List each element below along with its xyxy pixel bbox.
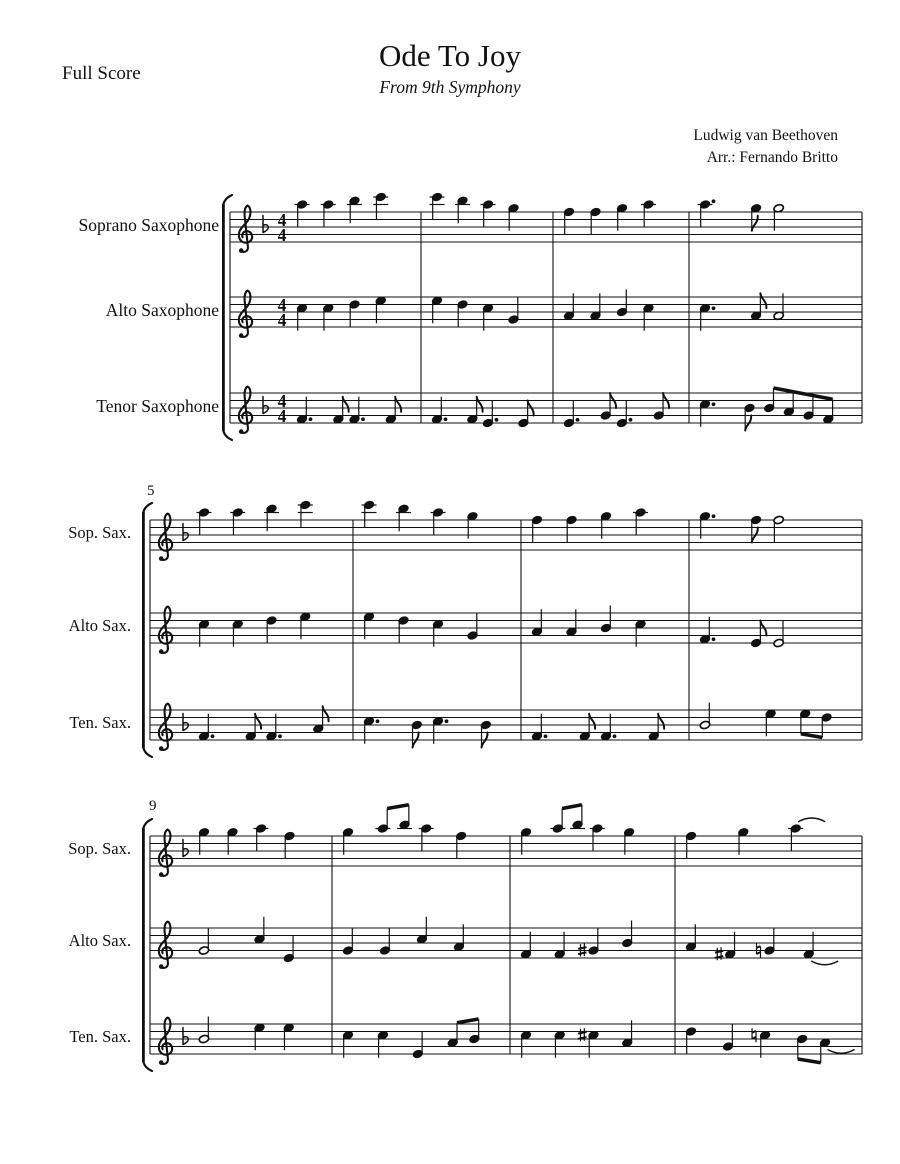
instrument-label-alto-sax: Alto Saxophone bbox=[105, 300, 219, 320]
beam bbox=[562, 805, 582, 809]
augmentation-dot bbox=[278, 734, 282, 738]
augmentation-dot bbox=[712, 514, 716, 518]
augmentation-dot bbox=[629, 418, 633, 422]
instrument-label-ten-sax-abbr: Ten. Sax. bbox=[69, 1027, 131, 1046]
augmentation-dot bbox=[712, 199, 716, 203]
flat-icon bbox=[183, 1028, 188, 1045]
piece-title: Ode To Joy bbox=[379, 38, 521, 73]
eighth-flag bbox=[752, 216, 758, 231]
treble-clef-icon bbox=[159, 746, 164, 751]
eighth-flag bbox=[343, 397, 349, 412]
flat-icon bbox=[263, 397, 268, 414]
system-bracket bbox=[143, 819, 152, 828]
system-bracket bbox=[142, 828, 145, 1062]
treble-clef-icon bbox=[159, 872, 164, 877]
augmentation-dot bbox=[576, 418, 580, 422]
instrument-label-ten-sax-abbr: Ten. Sax. bbox=[69, 713, 131, 732]
treble-clef-icon bbox=[239, 387, 252, 433]
beam bbox=[773, 388, 832, 399]
augmentation-dot bbox=[712, 637, 716, 641]
time-signature: 4 bbox=[277, 210, 287, 230]
time-signature: 4 bbox=[277, 295, 287, 315]
treble-clef-icon bbox=[159, 649, 164, 654]
treble-clef-icon bbox=[159, 704, 172, 750]
system-bracket bbox=[142, 512, 145, 748]
measure-number: 5 bbox=[147, 483, 155, 499]
treble-clef-icon bbox=[239, 333, 244, 338]
treble-clef-icon bbox=[159, 1018, 172, 1064]
instrument-label-sop-sax-abbr: Sop. Sax. bbox=[68, 839, 131, 858]
augmentation-dot bbox=[444, 417, 448, 421]
treble-clef-icon bbox=[159, 830, 172, 876]
sharp-icon bbox=[581, 944, 585, 957]
time-signature: 4 bbox=[277, 310, 287, 330]
augmentation-dot bbox=[376, 719, 380, 723]
treble-clef-icon bbox=[159, 514, 172, 560]
augmentation-dot bbox=[712, 402, 716, 406]
eighth-flag bbox=[477, 397, 483, 412]
flat-icon bbox=[183, 524, 188, 541]
system-bracket bbox=[143, 1062, 152, 1071]
augmentation-dot bbox=[361, 417, 365, 421]
part-label: Full Score bbox=[62, 63, 141, 84]
piece-subtitle: From 9th Symphony bbox=[379, 77, 521, 97]
augmentation-dot bbox=[445, 719, 449, 723]
instrument-label-soprano-sax: Soprano Saxophone bbox=[78, 215, 219, 235]
augmentation-dot bbox=[544, 734, 548, 738]
treble-clef-icon bbox=[159, 964, 164, 969]
eighth-flag bbox=[255, 714, 261, 729]
tie bbox=[799, 818, 825, 822]
treble-clef-icon bbox=[239, 291, 252, 337]
measure-number: 9 bbox=[149, 798, 157, 814]
treble-clef-icon bbox=[159, 556, 164, 561]
eighth-flag bbox=[323, 706, 329, 721]
beam bbox=[387, 805, 409, 809]
time-signature: 4 bbox=[277, 225, 287, 245]
augmentation-dot bbox=[309, 417, 313, 421]
beam bbox=[798, 1059, 821, 1063]
system-bracket bbox=[223, 195, 232, 204]
eighth-flag bbox=[760, 293, 766, 308]
flat-icon bbox=[263, 216, 268, 233]
treble-clef-icon bbox=[159, 607, 172, 653]
instrument-label-alto-sax-abbr: Alto Sax. bbox=[68, 616, 131, 635]
eighth-flag bbox=[658, 714, 664, 729]
augmentation-dot bbox=[495, 418, 499, 422]
sharp-icon bbox=[578, 1032, 586, 1039]
treble-clef-icon bbox=[239, 429, 244, 434]
flat-icon bbox=[183, 840, 188, 857]
tie bbox=[812, 961, 838, 965]
system-bracket bbox=[143, 748, 152, 757]
instrument-label-tenor-sax: Tenor Saxophone bbox=[96, 396, 219, 416]
augmentation-dot bbox=[211, 734, 215, 738]
tie bbox=[828, 1050, 854, 1054]
sharp-icon bbox=[715, 951, 723, 958]
beam bbox=[457, 1019, 479, 1023]
time-signature: 4 bbox=[277, 391, 287, 411]
augmentation-dot bbox=[712, 306, 716, 310]
treble-clef-icon bbox=[239, 248, 244, 253]
system-bracket bbox=[223, 431, 232, 440]
eighth-flag bbox=[589, 714, 595, 729]
flat-icon bbox=[183, 714, 188, 731]
time-signature: 4 bbox=[277, 406, 287, 426]
treble-clef-icon bbox=[239, 206, 252, 252]
system-bracket bbox=[222, 204, 225, 431]
instrument-label-alto-sax-abbr: Alto Sax. bbox=[68, 931, 131, 950]
augmentation-dot bbox=[613, 734, 617, 738]
beam bbox=[801, 734, 822, 738]
treble-clef-icon bbox=[159, 1060, 164, 1065]
instrument-label-sop-sax-abbr: Sop. Sax. bbox=[68, 523, 131, 542]
arranger-credit: Arr.: Fernando Britto bbox=[706, 149, 838, 166]
treble-clef-icon bbox=[159, 922, 172, 968]
composer-credit: Ludwig van Beethoven bbox=[693, 127, 838, 144]
system-bracket bbox=[143, 503, 152, 512]
eighth-flag bbox=[395, 397, 401, 412]
